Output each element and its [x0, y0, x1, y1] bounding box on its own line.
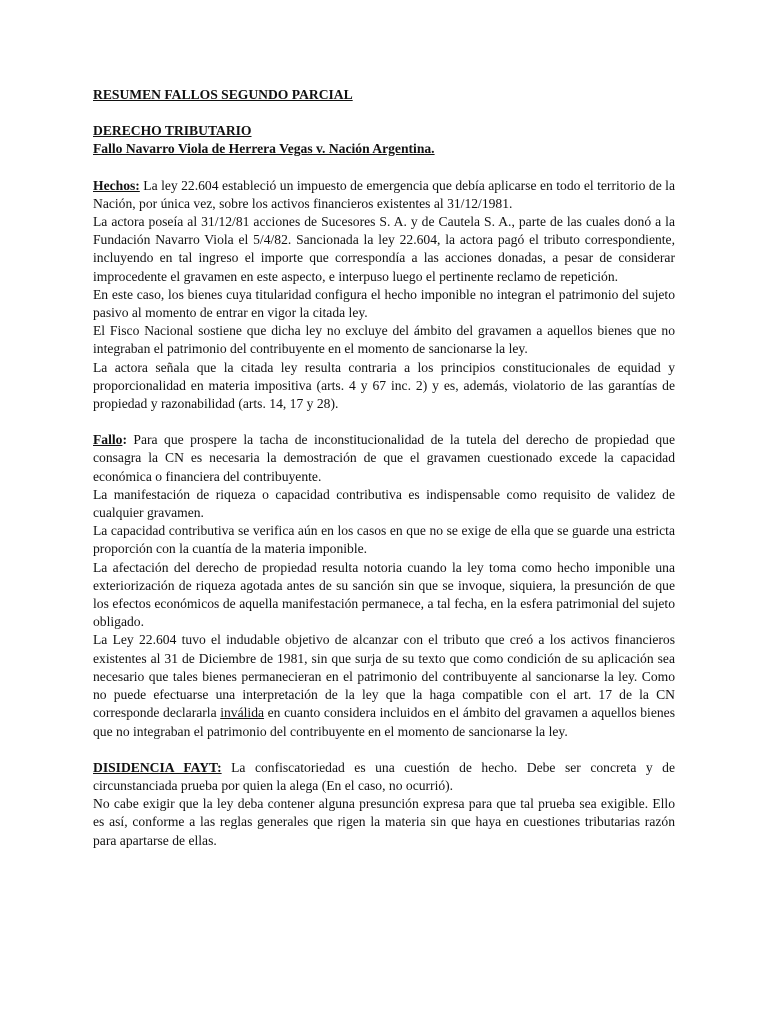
fallo-paragraph-4: La afectación del derecho de propiedad resulta notoria cuando la ley toma como hecho imponible una exteriorización de riqueza agotada antes de su sanción sin que se invoque, siquiera, la presunción de que los efectos económicos de aquella manifestación permanece, a tal fecha, en la esfera patrimonial del sujeto obligado.: [93, 559, 675, 630]
spacer: [93, 413, 675, 431]
spacer: [93, 104, 675, 122]
document-title: RESUMEN FALLOS SEGUNDO PARCIAL: [93, 87, 353, 102]
hechos-paragraph-1: [93, 177, 675, 213]
spacer: [93, 159, 675, 177]
fallo-paragraph-2: La manifestación de riqueza o capacidad contributiva es indispensable como requisito de validez de cualquier gravamen.: [93, 486, 675, 521]
fallo-paragraph-5: [93, 631, 675, 740]
disidencia-paragraph-2: No cabe exigir que la ley deba contener alguna presunción expresa para que tal prueba sea exigible. Ello es así, conforme a las reglas generales que rigen la materia sin que haya en cuestiones tributarias razón para apartarse de ellas.: [93, 796, 675, 848]
disidencia-label: DISIDENCIA FAYT:: [93, 759, 222, 775]
disidencia-text-1: La confiscatoriedad es una cuestión de hecho. Debe ser concreta y de circunstanciada prueba por quien la alega (En el caso, no ocurrió).: [93, 759, 675, 793]
section-heading: DERECHO TRIBUTARIO: [93, 123, 252, 139]
hechos-text-1: La ley 22.604 estableció un impuesto de emergencia que debía aplicarse en todo el territorio de la Nación, por única vez, sobre los activos financieros existentes al 31/12/1981.: [93, 177, 675, 211]
fallo-text-5b: en cuanto considera incluidos en el ámbito del gravamen a aquellos bienes que no integraban el patrimonio del contribuyente en el momento de sancionarse la ley.: [93, 705, 675, 739]
fallo-paragraph-1: [93, 431, 675, 486]
fallo-paragraph-3: La capacidad contributiva se verifica aún en los casos en que no se exige de ella que se guarde una estricta proporción con la cuantía de la materia imponible.: [93, 523, 675, 557]
spacer: [93, 741, 675, 759]
case-heading: Fallo Navarro Viola de Herrera Vegas v. Nación Argentina.: [93, 141, 435, 157]
hechos-paragraph-4: El Fisco Nacional sostiene que dicha ley no excluye del ámbito del gravamen a aquellos bienes que no integraban el patrimonio del contribuyente en el momento de sancionarse la ley.: [93, 323, 675, 357]
fallo-colon: :: [122, 432, 127, 448]
hechos-paragraph-3: En este caso, los bienes cuya titularidad configura el hecho imponible no integran el patrimonio del sujeto pasivo al momento de entrar en vigor la citada ley.: [93, 286, 675, 321]
hechos-label: Hechos:: [93, 177, 140, 193]
hechos-paragraph-2: La actora poseía al 31/12/81 acciones de Sucesores S. A. y de Cautela S. A., parte de las cuales donó a la Fundación Navarro Viola el 5/4/82. Sancionada la ley 22.604, la actora pagó el tributo correspondiente, incluyendo en tal ingreso el importe que correspondía a las acciones donadas, a pesar de considerar improcedente el gravamen en este aspecto, e interpuso luego el pertinente reclamo de repetición.: [93, 214, 675, 284]
fallo-text-5a: La Ley 22.604 tuvo el indudable objetivo de alcanzar con el tributo que creó a los activos financieros existentes al 31 de Diciembre de 1981, sin que surja de su texto que como condición de su aplicación sea necesario que tales bienes permanecieran en el patrimonio del contribuyente al sancionarse la ley. Como no puede efectuarse una interpretación de la ley que la haga compatible con el art. 17 de la CN corresponde declararla: [93, 632, 675, 721]
invalida-word: inválida: [220, 705, 265, 721]
fallo-text-1: Para que prospere la tacha de inconstitucionalidad de la tutela del derecho de propiedad que consagra la CN es necesaria la demostración de que el gravamen cuestionado excede la capacidad económica o financiera del contribuyente.: [93, 432, 675, 484]
fallo-label: Fallo: [93, 432, 123, 448]
document-page: [93, 86, 675, 850]
hechos-paragraph-5: La actora señala que la citada ley resulta contraria a los principios constitucionales de equidad y proporcionalidad en materia impositiva (arts. 4 y 67 inc. 2) y es, además, violatorio de las garantías de propiedad y razonabilidad (arts. 14, 17 y 28).: [93, 359, 675, 412]
disidencia-paragraph-1: [93, 759, 675, 795]
